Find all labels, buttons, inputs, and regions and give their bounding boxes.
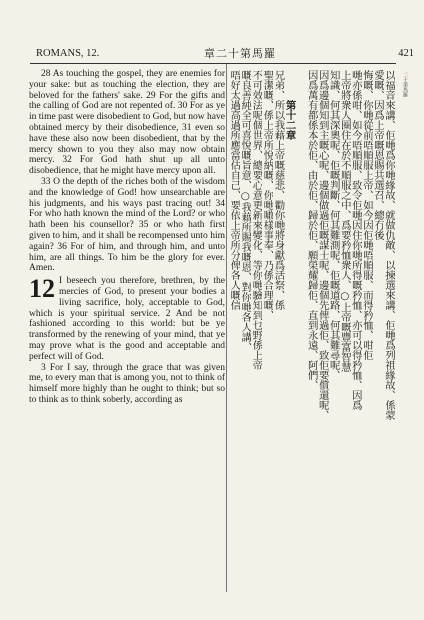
chinese-column: 因爲邊個知到主嘅心呢、邊個做過佢嘅謀士呢、邊個先俾過佢、致佢要償還呢、 bbox=[316, 70, 329, 420]
chinese-column: 第十二章 bbox=[283, 100, 296, 140]
page-number: 421 bbox=[398, 48, 414, 59]
english-paragraph-verse-33: 33 O the depth of the riches both of the wisdom and the knowledge of God! how unsearchable are his judgments, and his ways past tracing out! 34 For who hath known the mind of the Lord? or who hath been his counsellor? 35 or who hath first given to him, and it shall be recompensed unto him again? 36 For of him, and through him, and unto him, are all things. To him be the glory for ever. Amen. bbox=[29, 176, 225, 274]
chinese-column: 上帝將衆人圈住在於不順服之中、爲要矜恤衆人、○上帝嘅豐富智慧 bbox=[338, 70, 351, 372]
chapter-12-paragraph bbox=[29, 276, 225, 362]
chinese-column: 以福音來講、佢哋爲你哋緣故、就做仇敵、以揀選來講、佢哋爲列祖緣故、係蒙 bbox=[383, 70, 395, 420]
english-paragraph-verse-28: 28 As touching the gospel, they are enemies for your sake: but as touching the election, they are beloved for the fathers' sake. 29 For the gifts and the calling of God are not repented of. 30 For as ye in time past were disobedient to God, but now have obtained mercy by their disobedience, 31 even so have these also now been disobedient, that by the mercy shown to you they also may now obtain mercy. 32 For God hath shut up all unto disobedience, that he might have mercy upon all. bbox=[29, 69, 225, 177]
chinese-column: 聖潔嘅、係上帝所悅納嘅、你哋噉樣事奉、乃係合理嘅、 bbox=[261, 70, 274, 320]
header-book-chapter: ROMANS, 12. bbox=[36, 48, 100, 59]
margin-running-title: 二十第馬羅 bbox=[402, 72, 408, 97]
english-text-column bbox=[29, 69, 225, 406]
chinese-text-column bbox=[229, 70, 395, 590]
chinese-column: 不可效法呢個世界、總要心意更新來變化、等你哋驗知到乜野係上帝 bbox=[250, 70, 263, 370]
chinese-column: 兄弟、所以我藉上帝嘅慈悲、勸你哋將身獻爲活祭、係 bbox=[272, 70, 285, 310]
chinese-column: 唔好太過高過所應當估自己、要依上帝所分俾各人嘅信 bbox=[228, 70, 241, 310]
chinese-column: 嘅良善純全可喜悅嘅旨意、○我藉所賜我嘅恩、對你哋各人講、 bbox=[239, 70, 252, 352]
chinese-column: 知識、何其深奧呢、佢嘅判斷、何其難測呢、佢嘅道路、何其難尋呢、 bbox=[327, 70, 340, 380]
chinese-column: 因爲萬有都係本於佢、由於佢、歸於佢、願榮耀歸佢、直到永遠、阿們、 bbox=[305, 70, 318, 390]
chapter-12-verse-1-2: I beseech you therefore, brethren, by the mercies of God, to present your bodies a living sacrifice, holy, acceptable to God, which is your spiritual service. 2 And be not fashioned according to this world: but be ye transformed by the renewing of your mind, that ye may prove what is the good and acceptable and perfect will of God. bbox=[29, 276, 225, 362]
header-rule bbox=[30, 63, 396, 64]
page-header bbox=[28, 46, 414, 62]
english-paragraph-verse-3: 3 For I say, through the grace that was given me, to every man that is among you, not to think of himself more highly than he ought to think; but so to think as to think soberly, according as bbox=[29, 362, 225, 405]
chapter-number: 12 bbox=[29, 274, 55, 304]
chinese-column: 悔嘅、你哋從前唔順服上帝、如今因佢哋唔順服、而得矜恤、咁佢 bbox=[360, 70, 373, 360]
chinese-column: 愛嘅、因爲上帝嘅恩賜共選召、總冇後 bbox=[371, 70, 384, 240]
header-chinese-title: 章二十第馬羅 bbox=[204, 48, 276, 60]
chinese-column: 哋亦係咁、如今唔順服、致令佢哋因住你哋所得嘅矜恤、亦可以得矜恤、因爲 bbox=[349, 70, 362, 410]
